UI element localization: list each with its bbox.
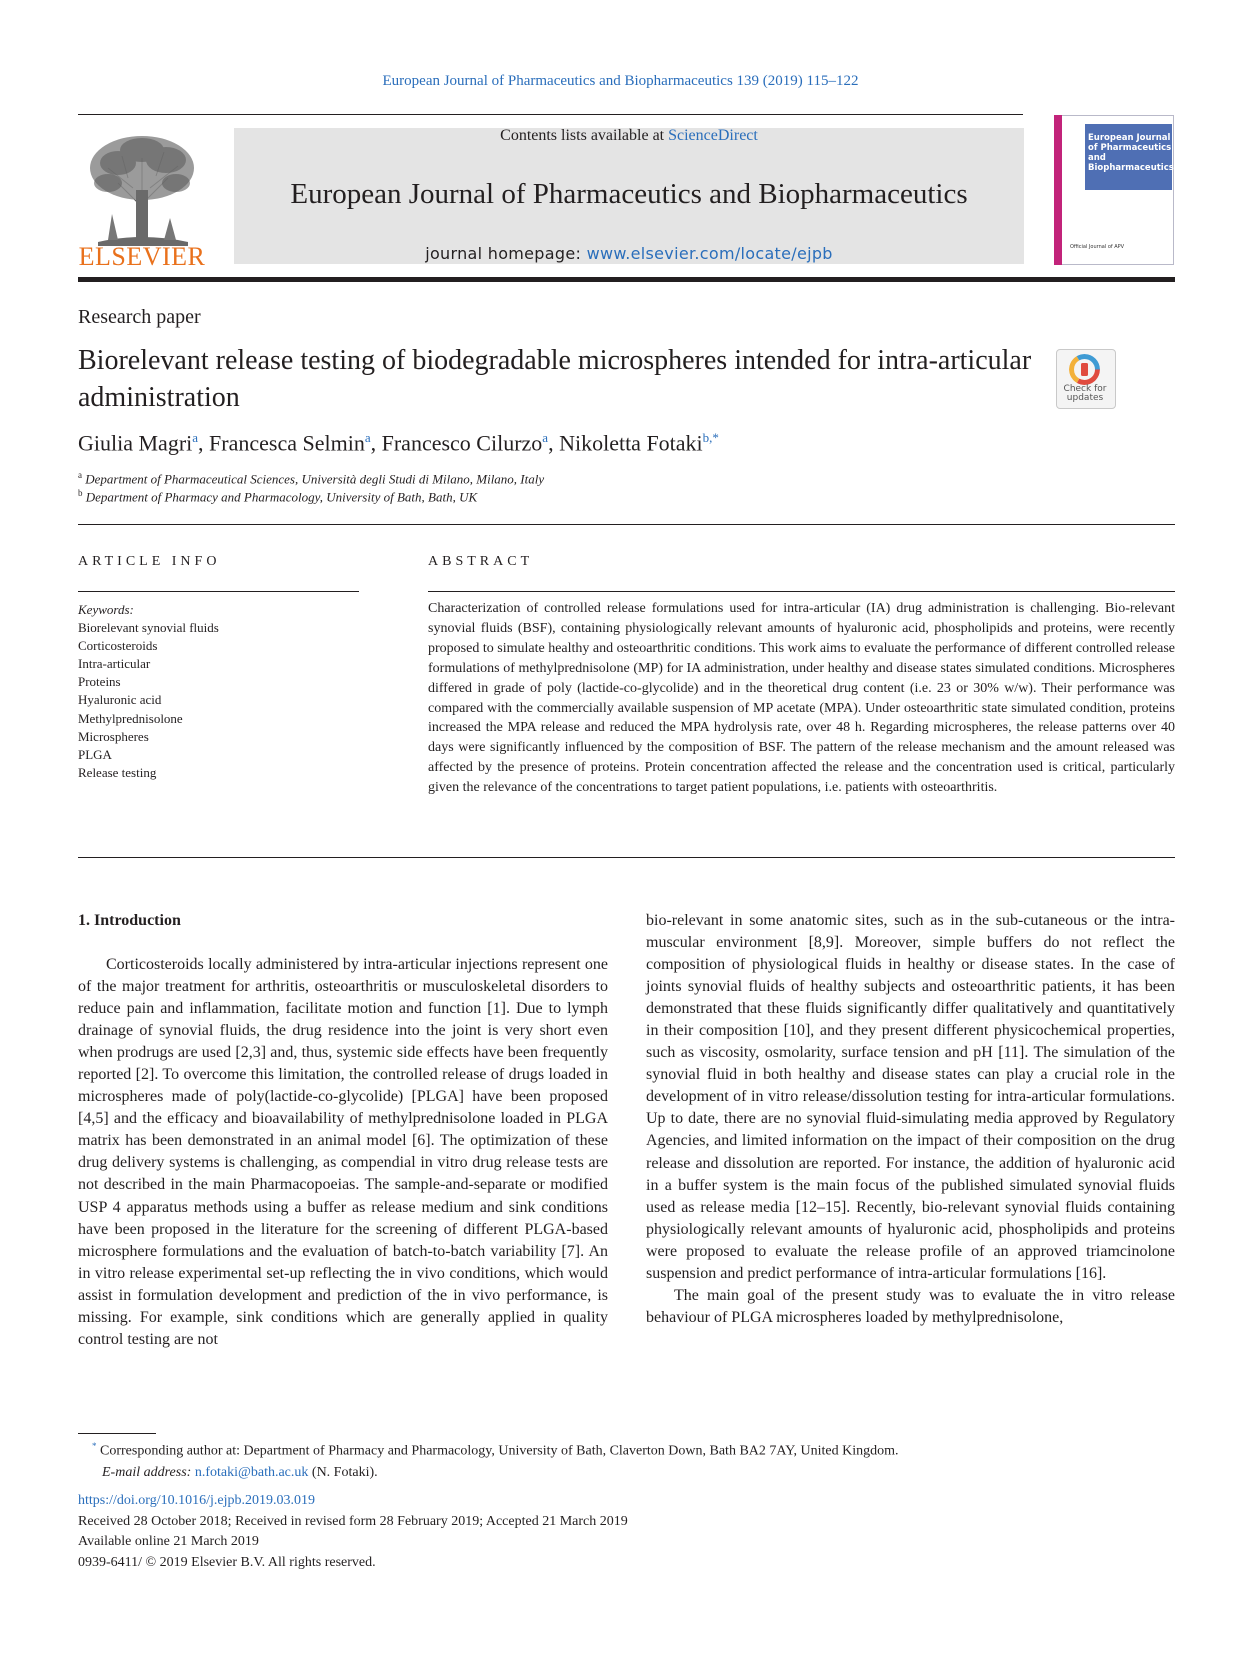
available-online: Available online 21 March 2019 (78, 1534, 259, 1550)
cover-title: European Journal of Pharmaceutics and Biopharmaceutics (1088, 133, 1174, 173)
running-head[interactable]: European Journal of Pharmaceutics and Biopharmaceutics 139 (2019) 115–122 (382, 73, 859, 89)
article-info-rule (78, 591, 359, 592)
keyword: Biorelevant synovial fluids (78, 620, 219, 636)
body-paragraph: The main goal of the present study was to evaluate the in vitro release behaviour of PLGA microspheres loaded by methylprednisolone, (646, 1286, 1175, 1326)
keyword: Microspheres (78, 728, 149, 744)
section-heading: 1. Introduction (78, 912, 181, 929)
body-column-left (78, 954, 608, 1351)
body-paragraph: bio-relevant in some anatomic sites, such as in the sub-cutaneous or the intra-muscular environment [8,9]. Moreover, simple buffers do not reflect the composition of physiological fluids in healthy or disease states. In the case of joints synovial fluids of healthy subjects and osteoarthritic patients, it has been demonstrated that these fluids significantly differ qualitatively and quantitatively in their composition [10], and they present different physicochemical properties, such as viscosity, osmolarity, surface tension and pH [11]. The simulation of the synovial fluid in both healthy and disease states can play a crucial role in the development of in vitro release/dissolution testing for intra-articular formulations. Up to date, there are no synovial fluid-simulating media approved by Regulatory Agencies, and limited information on the impact of their composition on the drug release and dissolution are reported. For instance, the addition of hyaluronic acid in a buffer system is the main focus of the published simulated synovial fluids used as release media [12–15]. Recently, bio-relevant synovial fluids containing physiologically relevant amounts of hyaluronic acid, phospholipids and proteins were proposed to evaluate the release profile of an approved triamcinolone suspension and predict performance of intra-articular formulations [16]. (646, 912, 1175, 1282)
author-list: Giulia Magri$^a$, Francesca Selmin$^a$, Francesco Cilurzo$^a$, Nikoletta Fotaki$^{b,*}$ (78, 430, 719, 456)
homepage-line: journal homepage: www.elsevier.com/locate/ejpb (425, 244, 833, 263)
author-affil-sup[interactable]: b,* (702, 430, 719, 445)
journal-title: European Journal of Pharmaceutics and Biopharmaceutics (290, 178, 968, 210)
doi-link[interactable]: https://doi.org/10.1016/j.ejpb.2019.03.019 (78, 1493, 315, 1508)
keyword: Corticosteroids (78, 638, 158, 654)
affiliation: $^a$ Department of Pharmaceutical Sciences, Università degli Studi di Milano, Milano, Italy (78, 470, 545, 487)
keyword: Methylprednisolone (78, 710, 183, 726)
author-affil-sup[interactable]: a (192, 430, 199, 445)
email-link[interactable]: n.fotaki@bath.ac.uk (194, 1464, 309, 1480)
footnote: * Corresponding author at: Department of Pharmacy and Pharmacology, University of Bath, Claverton Down, Bath BA2 7AY, United Kingdom. E-mail address: n.fotaki@bath.ac.uk (N. Fotaki). (92, 1441, 899, 1480)
body-paragraph: Corticosteroids locally administered by intra-articular injections represent one of the major treatment for arthritis, osteoarthritis or musculoskeletal disorders to reduce pain and inflammation, facilitate motion and function [1]. Due to lymph drainage of synovial fluids, the drug residence into the joint is very short even when prodrugs are used [2,3] and, thus, systemic side effects have been frequently reported [2]. To overcome this limitation, the controlled release of drugs loaded in microspheres made of poly(lactide-co-glycolide) [PLGA] have been proposed [4,5] and the efficacy and bioavailability of methylprednisolone loaded in PLGA matrix has been demonstrated in an animal model [6]. The optimization of these drug delivery systems is challenging, as compendial in vitro drug release tests are not described in the main Pharmacopoeias. The sample-and-separate or modified USP 4 apparatus methods using a buffer as release medium and sink conditions have been proposed in the literature for the screening of different PLGA-based microsphere formulations and the evaluation of batch-to-batch variability [7]. An in vitro release experimental set-up reflecting the in vivo conditions, which would assist in formulation development and prediction of the in vivo performance, is missing. For example, sink conditions which are generally applied in quality control testing are not (78, 956, 608, 1348)
elsevier-wordmark: ELSEVIER (78, 242, 206, 271)
author-affil-sup[interactable]: a (364, 430, 371, 445)
author-name[interactable]: Nikoletta Fotaki (559, 430, 703, 456)
cover-footer: Official Journal of APV (1070, 244, 1125, 250)
abstract-heading: ABSTRACT (428, 554, 534, 569)
keywords-label: Keywords: (78, 602, 134, 617)
abstract-text: Characterization of controlled release formulations used for intra-articular (IA) drug administration is challenging. Bio-relevant synovial fluids (BSF), containing physiologically relevant amounts of hyaluronic acid, phospholipids and proteins, were recently proposed to simulate healthy and osteoarthritic conditions. This work aims to evaluate the performance of different controlled release formulations of methylprednisolone (MP) for IA administration, under healthy and disease states simulated conditions. Microspheres differed in grade of poly (lactide-co-glycolide) and in the theoretical drug content (i.e. 23 or 30% w/w). Their performance was compared with the commercially available suspension of MP acetate (MPA). Under osteoarthritic state simulated condition, proteins increased the MPA release and reduced the MPA hydrolysis rate, over 48 h. Regarding microspheres, the release patterns over 40 days were significantly influenced by the composition of BSF. The pattern of the release mechanism and the amount released was affected by the presence of proteins. Protein concentration affected the release and the concentration used is critical, particularly given the relevance of the concentrations to target patient populations, i.e. patients with osteoarthritis. (428, 601, 1175, 796)
article-info-heading: ARTICLE INFO (78, 554, 221, 569)
section-rule (78, 524, 1175, 525)
keyword: Release testing (78, 764, 157, 780)
footnote-rule (78, 1433, 156, 1434)
footnote-star: * (92, 1441, 97, 1451)
received-dates: Received 28 October 2018; Received in revised form 28 February 2019; Accepted 21 March 2019 (78, 1513, 628, 1529)
affiliation: $^b$ Department of Pharmacy and Pharmacology, University of Bath, Bath, UK (78, 488, 478, 505)
article-title: Biorelevant release testing of biodegradable microspheres intended for intra-articular administration (78, 345, 1032, 413)
header-rule (78, 114, 1023, 115)
publication-info (78, 1491, 628, 1574)
keyword: Proteins (78, 674, 121, 690)
keyword: Intra-articular (78, 656, 151, 672)
crossmark-icon (1069, 354, 1100, 385)
author-name[interactable]: Francesca Selmin (209, 430, 365, 456)
cover-strip (1054, 115, 1062, 265)
author-name[interactable]: Francesco Cilurzo (381, 430, 543, 456)
body-column-right (646, 910, 1175, 1329)
sciencedirect-link[interactable]: ScienceDirect (668, 127, 758, 144)
copyright: 0939-6411/ © 2019 Elsevier B.V. All rights reserved. (78, 1555, 376, 1571)
email-label: E-mail address: (102, 1464, 195, 1480)
article-type: Research paper (78, 306, 201, 328)
homepage-link[interactable]: www.elsevier.com/locate/ejpb (586, 244, 833, 263)
abstract-bottom-rule (78, 857, 1175, 858)
keyword: PLGA (78, 746, 112, 762)
author-affil-sup[interactable]: a (542, 430, 549, 445)
keyword: Hyaluronic acid (78, 692, 162, 708)
header-thick-rule (78, 277, 1175, 282)
keywords-block (78, 601, 359, 782)
crossmark-label: Check for updates (1063, 384, 1107, 403)
corresponding-author: Corresponding author at: Department of Pharmacy and Pharmacology, University of Bath, Claverton Down, Bath BA2 7AY, United Kingdom. (100, 1443, 899, 1459)
abstract-rule (428, 591, 1175, 592)
author-name[interactable]: Giulia Magri (78, 430, 193, 456)
contents-line: Contents lists available at ScienceDirect (500, 127, 758, 144)
